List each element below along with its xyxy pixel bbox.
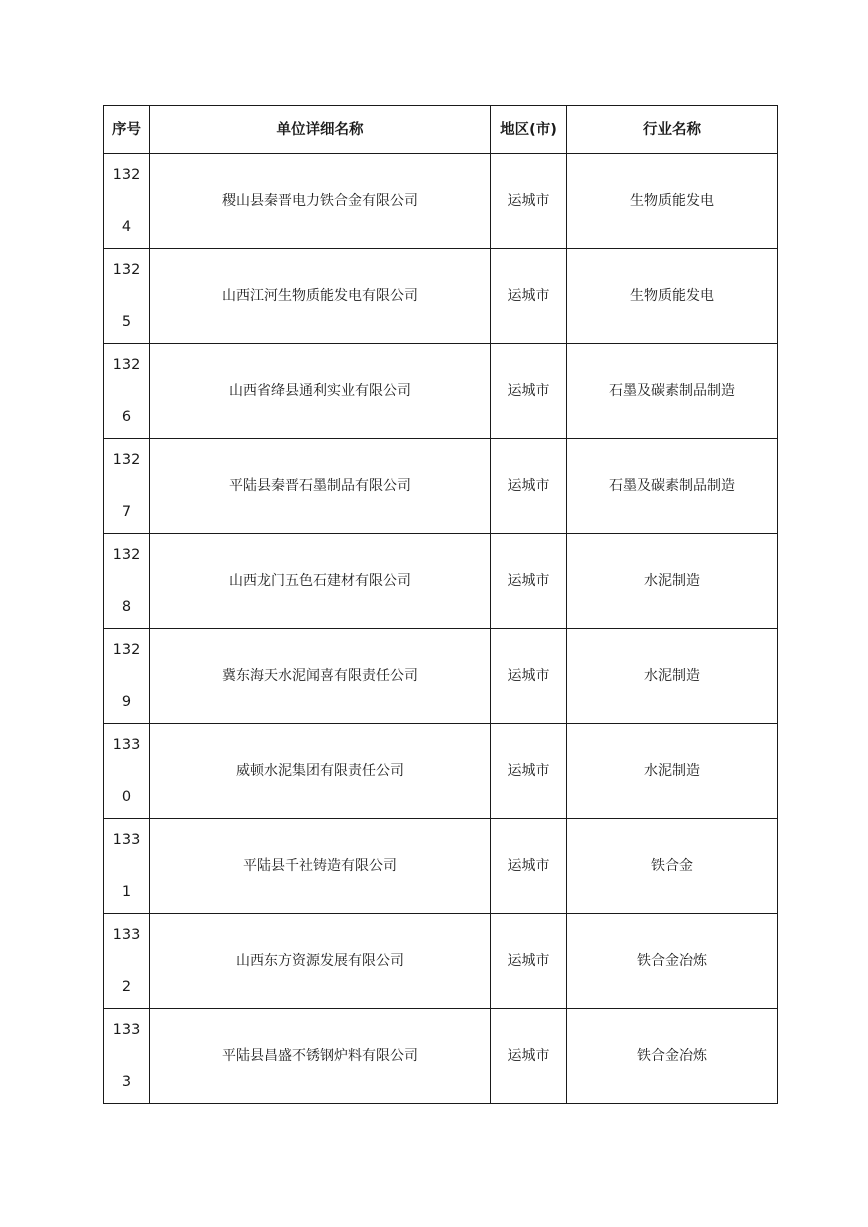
seq-top: 132 [112, 357, 141, 373]
cell-name: 山西龙门五色石建材有限公司 [150, 534, 491, 629]
cell-region: 运城市 [491, 154, 567, 249]
seq-top: 133 [112, 1022, 141, 1038]
cell-region: 运城市 [491, 1009, 567, 1104]
cell-industry: 生物质能发电 [567, 249, 778, 344]
cell-seq [104, 914, 150, 1009]
seq-bottom: 4 [121, 219, 132, 235]
seq-bottom: 0 [121, 789, 132, 805]
cell-name: 稷山县秦晋电力铁合金有限公司 [150, 154, 491, 249]
cell-region: 运城市 [491, 724, 567, 819]
seq-bottom: 9 [121, 694, 132, 710]
cell-industry: 生物质能发电 [567, 154, 778, 249]
cell-seq [104, 249, 150, 344]
table-row [104, 154, 778, 249]
header-industry: 行业名称 [567, 106, 778, 154]
cell-region: 运城市 [491, 819, 567, 914]
cell-region: 运城市 [491, 914, 567, 1009]
cell-seq [104, 439, 150, 534]
table-row [104, 344, 778, 439]
seq-bottom: 8 [121, 599, 132, 615]
cell-seq [104, 724, 150, 819]
cell-seq [104, 1009, 150, 1104]
cell-industry: 水泥制造 [567, 629, 778, 724]
header-name: 单位详细名称 [150, 106, 491, 154]
cell-name: 冀东海天水泥闻喜有限责任公司 [150, 629, 491, 724]
cell-industry: 水泥制造 [567, 724, 778, 819]
seq-top: 133 [112, 737, 141, 753]
cell-seq [104, 629, 150, 724]
seq-bottom: 3 [121, 1074, 132, 1090]
cell-region: 运城市 [491, 629, 567, 724]
seq-top: 132 [112, 262, 141, 278]
seq-bottom: 7 [121, 504, 132, 520]
cell-region: 运城市 [491, 249, 567, 344]
cell-seq [104, 819, 150, 914]
cell-industry: 铁合金冶炼 [567, 914, 778, 1009]
cell-name: 山西东方资源发展有限公司 [150, 914, 491, 1009]
cell-name: 平陆县秦晋石墨制品有限公司 [150, 439, 491, 534]
cell-industry: 石墨及碳素制品制造 [567, 344, 778, 439]
cell-region: 运城市 [491, 534, 567, 629]
table-row [104, 819, 778, 914]
cell-industry: 石墨及碳素制品制造 [567, 439, 778, 534]
header-seq: 序号 [104, 106, 150, 154]
cell-name: 平陆县千社铸造有限公司 [150, 819, 491, 914]
seq-bottom: 5 [121, 314, 132, 330]
cell-name: 平陆县昌盛不锈钢炉料有限公司 [150, 1009, 491, 1104]
seq-bottom: 6 [121, 409, 132, 425]
table-row [104, 629, 778, 724]
cell-name: 威顿水泥集团有限责任公司 [150, 724, 491, 819]
cell-region: 运城市 [491, 344, 567, 439]
cell-industry: 铁合金 [567, 819, 778, 914]
cell-name: 山西省绛县通利实业有限公司 [150, 344, 491, 439]
table-row [104, 1009, 778, 1104]
cell-name: 山西江河生物质能发电有限公司 [150, 249, 491, 344]
seq-top: 133 [112, 832, 141, 848]
cell-region: 运城市 [491, 439, 567, 534]
seq-top: 132 [112, 547, 141, 563]
seq-top: 132 [112, 452, 141, 468]
table-header-row [104, 106, 778, 154]
table-row [104, 249, 778, 344]
table-row [104, 439, 778, 534]
cell-seq [104, 344, 150, 439]
header-region: 地区(市) [491, 106, 567, 154]
seq-top: 132 [112, 167, 141, 183]
cell-industry: 铁合金冶炼 [567, 1009, 778, 1104]
table-row [104, 534, 778, 629]
cell-industry: 水泥制造 [567, 534, 778, 629]
seq-bottom: 2 [121, 979, 132, 995]
seq-top: 132 [112, 642, 141, 658]
seq-bottom: 1 [121, 884, 132, 900]
enterprise-table [103, 105, 778, 1104]
table-row [104, 914, 778, 1009]
cell-seq [104, 534, 150, 629]
seq-top: 133 [112, 927, 141, 943]
table-row [104, 724, 778, 819]
cell-seq [104, 154, 150, 249]
